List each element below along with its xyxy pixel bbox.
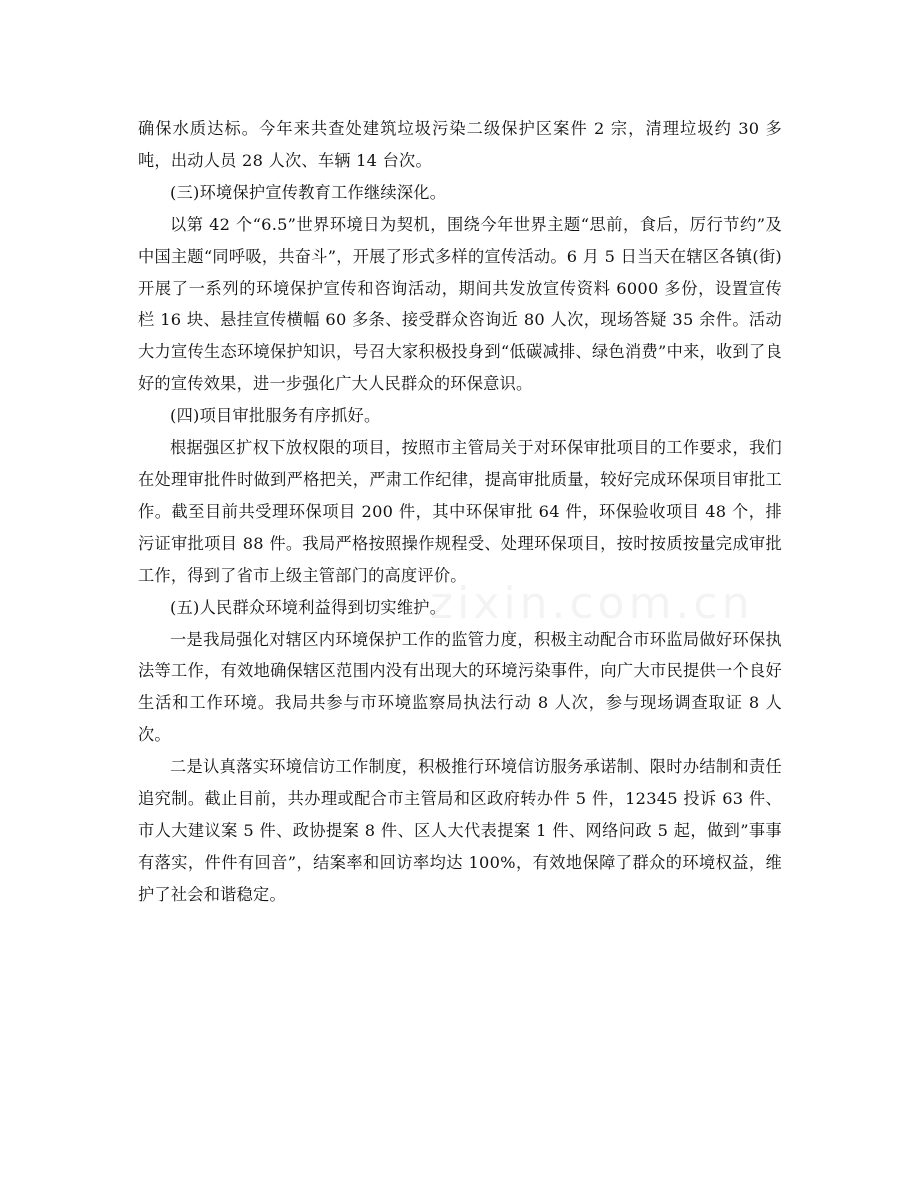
paragraph-continuation: 确保水质达标。今年来共查处建筑垃圾污染二级保护区案件 2 宗，清理垃圾约 30 多吨，出动人员 28 人次、车辆 14 台次。	[138, 119, 782, 170]
paragraph-petition: 二是认真落实环境信访工作制度，积极推行环境信访服务承诺制、限时办结制和责任追究制。截止目前，共办理或配合市主管局和区政府转办件 5 件，12345 投诉 63 件、市人大建议案 5 件、政协提案 8 件、区人大代表提案 1 件、网络问政 5 起，做到”事事有落实，件件有回音”，结案率和回访率均达 100%，有效地保障了群众的环境权益，维护了社会和谐稳定。	[138, 757, 782, 904]
section-heading-publicity: (三)环境保护宣传教育工作继续深化。	[170, 182, 447, 202]
document-page	[138, 113, 782, 911]
paragraph-approval: 根据强区扩权下放权限的项目，按照市主管局关于对环保审批项目的工作要求，我们在处理审批件时做到严格把关，严肃工作纪律，提高审批质量，较好完成环保项目审批工作。截至目前共受理环保项目 200 件，其中环保审批 64 件，环保验收项目 48 个，排污证审批项目 88 件。我局严格按照操作规程受、处理环保项目，按时按质按量完成审批工作，得到了省市上级主管部门的高度评价。	[138, 438, 782, 585]
paragraph-supervision: 一是我局强化对辖区内环境保护工作的监管力度，积极主动配合市环监局做好环保执法等工作，有效地确保辖区范围内没有出现大的环境污染事件，向广大市民提供一个良好生活和工作环境。我局共参与市环境监察局执法行动 8 人次，参与现场调查取证 8 人次。	[138, 629, 782, 745]
section-heading-public-interest: (五)人民群众环境利益得到切实维护。	[170, 597, 447, 617]
paragraph-publicity: 以第 42 个“6.5”世界环境日为契机，围绕今年世界主题“思前，食后，厉行节约”及中国主题“同呼吸，共奋斗”，开展了形式多样的宣传活动。6 月 5 日当天在辖区各镇(街)开展了一系列的环境保护宣传和咨询活动，期间共发放宣传资料 6000 多份，设置宣传栏 16 块、悬挂宣传横幅 60 多条、接受群众咨询近 80 人次，现场答疑 35 余件。活动大力宣传生态环境保护知识，号召大家积极投身到“低碳减排、绿色消费”中来，收到了良好的宣传效果，进一步强化广大人民群众的环保意识。	[138, 214, 782, 394]
section-heading-approval: (四)项目审批服务有序抓好。	[170, 406, 381, 426]
